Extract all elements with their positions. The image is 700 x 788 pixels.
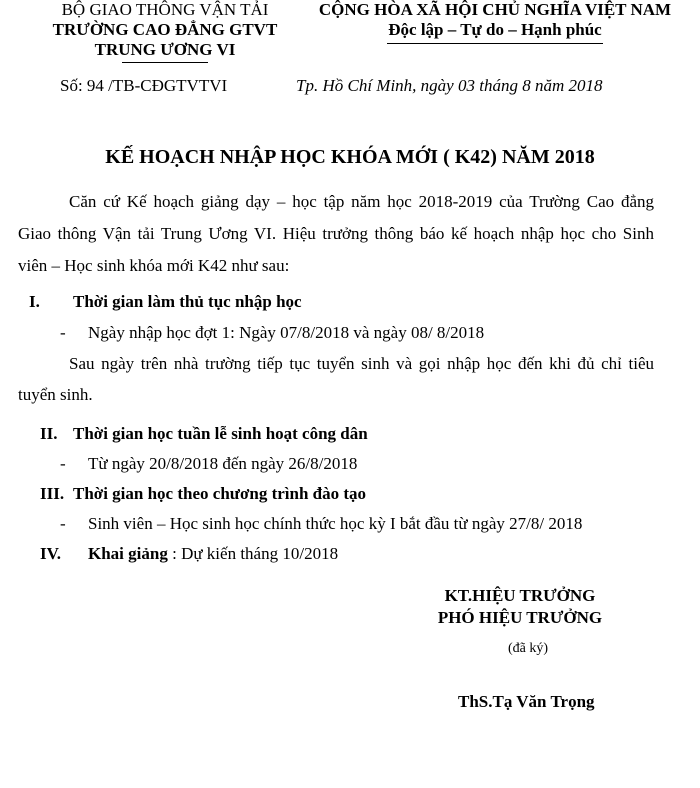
- section-3-number: III.: [40, 484, 65, 503]
- intro-line-2: Giao thông Vận tải Trung Ương VI. Hiệu trưởng thông báo kế hoạch nhập học cho Sinh: [18, 224, 654, 243]
- motto: Độc lập – Tự do – Hạnh phúc: [388, 20, 602, 39]
- section-2-bullet: Từ ngày 20/8/2018 đến ngày 26/8/2018: [88, 454, 358, 473]
- national-motto-block: [290, 0, 700, 40]
- signature-title-1: KT.HIỆU TRƯỞNG: [444, 586, 596, 605]
- country-name: CỘNG HÒA XÃ HỘI CHỦ NGHĨA VIỆT NAM: [318, 0, 672, 19]
- place-date: Tp. Hồ Chí Minh, ngày 03 tháng 8 năm 2018: [296, 76, 603, 95]
- issuer-underline: [122, 62, 208, 63]
- signatory-name: ThS.Tạ Văn Trọng: [458, 692, 595, 711]
- ministry-name: BỘ GIAO THÔNG VẬN TẢI: [61, 0, 269, 19]
- intro-line-3: viên – Học sinh khóa mới K42 như sau:: [18, 256, 290, 275]
- document-number: Số: 94 /TB-CĐGTVTVI: [60, 76, 228, 95]
- section-1-note-line-1: Sau ngày trên nhà trường tiếp tục tuyển sinh và gọi nhập học đến khi đủ chỉ tiêu: [69, 354, 654, 373]
- section-3-title: Thời gian học theo chương trình đào tạo: [73, 484, 367, 503]
- section-2-number: II.: [40, 424, 58, 443]
- motto-underline: [387, 43, 603, 44]
- signature-block: [420, 585, 620, 629]
- signature-title-2: PHÓ HIỆU TRƯỞNG: [437, 608, 603, 627]
- section-3-bullet: Sinh viên – Học sinh học chính thức học kỳ I bắt đầu từ ngày 27/8/ 2018: [88, 514, 583, 533]
- section-1-note-line-2: tuyển sinh.: [18, 385, 93, 404]
- section-4-title: Khai giảng: [88, 544, 168, 563]
- section-2-title: Thời gian học tuần lễ sinh hoạt công dân: [73, 424, 368, 443]
- document-title: KẾ HOẠCH NHẬP HỌC KHÓA MỚI ( K42) NĂM 2018: [105, 146, 595, 168]
- section-4-text: : Dự kiến tháng 10/2018: [167, 544, 339, 563]
- section-1-dash: -: [60, 323, 66, 342]
- signed-note: (đã ký): [508, 641, 549, 656]
- section-1-number: I.: [29, 292, 40, 311]
- section-1-title: Thời gian làm thủ tục nhập học: [73, 292, 302, 311]
- intro-line-1: Căn cứ Kế hoạch giảng dạy – học tập năm học 2018-2019 của Trường Cao đẳng: [69, 192, 654, 211]
- school-name-line2: TRUNG ƯƠNG VI: [94, 40, 236, 59]
- section-4-line: [88, 544, 338, 564]
- section-1-bullet: Ngày nhập học đợt 1: Ngày 07/8/2018 và ngày 08/ 8/2018: [88, 323, 485, 342]
- section-3-dash: -: [60, 514, 66, 533]
- section-4-number: IV.: [40, 544, 61, 563]
- school-name: TRƯỜNG CAO ĐẲNG GTVT: [52, 20, 278, 39]
- issuer-block: [0, 0, 330, 60]
- section-2-dash: -: [60, 454, 66, 473]
